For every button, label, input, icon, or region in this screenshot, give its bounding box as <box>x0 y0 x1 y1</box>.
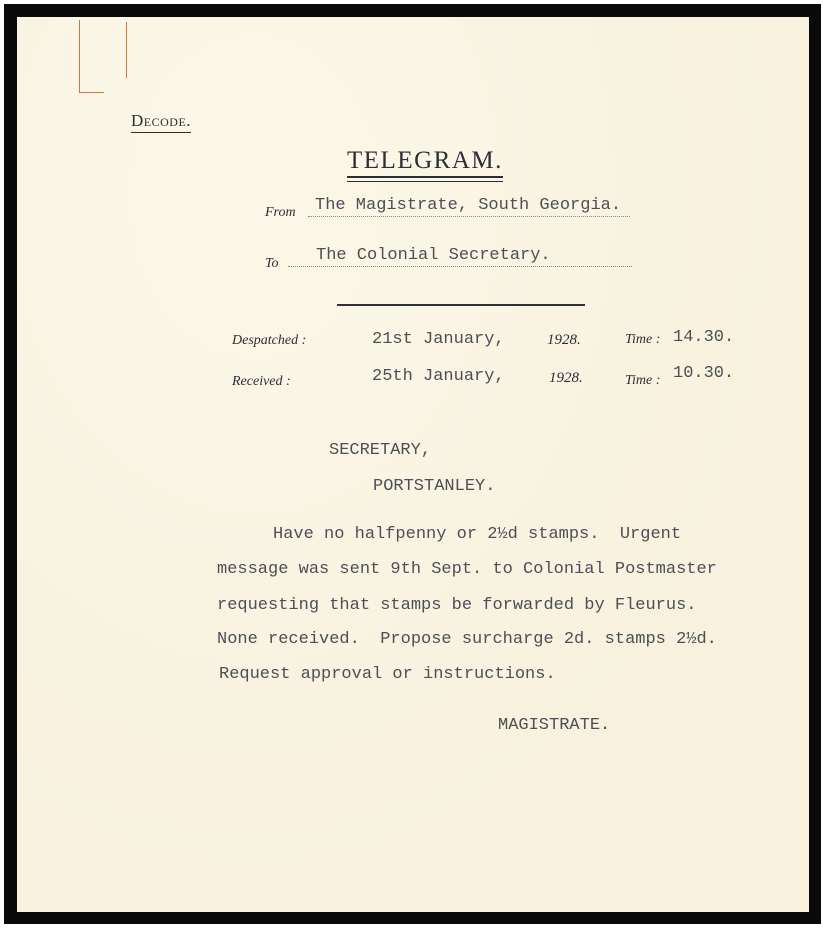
message-line: Request approval or instructions. <box>219 665 556 684</box>
received-time: 10.30. <box>673 364 735 383</box>
received-year: 1928. <box>549 370 583 386</box>
message-line: Have no halfpenny or 2½d stamps. Urgent <box>273 525 682 544</box>
to-label: To <box>265 256 279 271</box>
despatched-label: Despatched : <box>232 333 307 348</box>
despatched-time-label: Time : <box>625 332 661 347</box>
separator-rule <box>337 304 585 306</box>
received-label: Received : <box>232 374 291 389</box>
addressee: SECRETARY, <box>329 441 432 460</box>
from-dotted-line <box>308 216 630 217</box>
to-value: The Colonial Secretary. <box>316 246 551 265</box>
address: PORTSTANLEY. <box>373 477 496 496</box>
from-label: From <box>265 205 296 220</box>
decode-heading: Decode. <box>131 111 191 133</box>
from-value: The Magistrate, South Georgia. <box>315 196 622 215</box>
message-line: message was sent 9th Sept. to Colonial Postmaster <box>217 560 717 579</box>
corner-mark <box>79 20 104 93</box>
to-dotted-line <box>288 266 632 267</box>
message-line: None received. Propose surcharge 2d. stamps 2½d. <box>217 630 717 649</box>
signature: MAGISTRATE. <box>498 716 611 735</box>
despatched-year: 1928. <box>547 332 581 348</box>
received-time-label: Time : <box>625 373 661 388</box>
corner-mark-line <box>126 22 127 78</box>
despatched-time: 14.30. <box>673 328 735 347</box>
message-line: requesting that stamps be forwarded by Fleurus. <box>217 596 697 615</box>
received-date: 25th January, <box>372 367 505 386</box>
despatched-date: 21st January, <box>372 330 505 349</box>
telegram-title: TELEGRAM. <box>347 147 503 178</box>
